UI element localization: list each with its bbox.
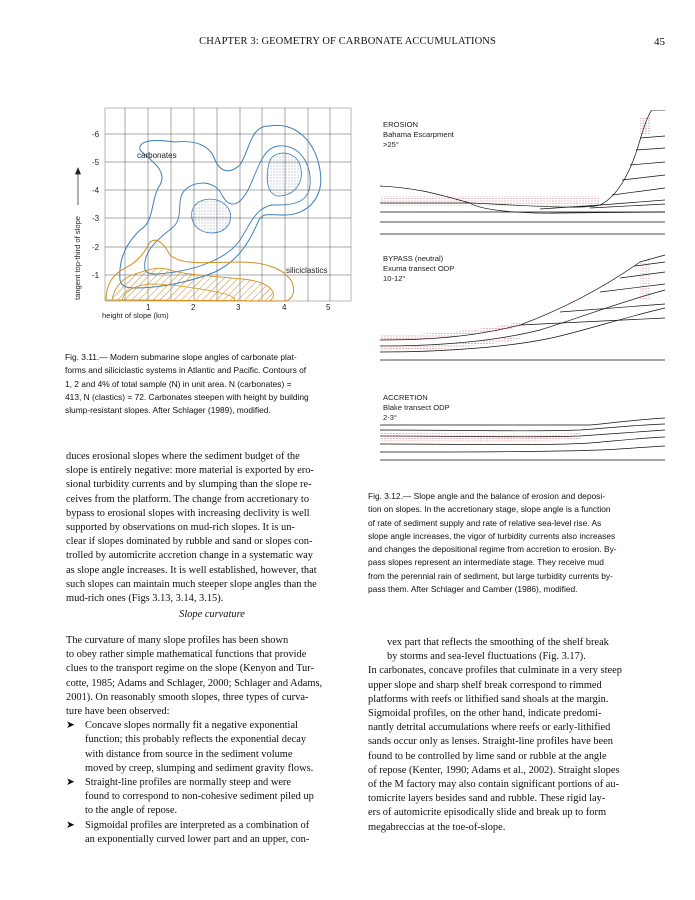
siliciclastic-contours [106,240,294,301]
x-tick: 2 [191,303,196,312]
y-tick: -4 [92,186,100,195]
text-line: trolled by automicrite accretion change in a systematic way [66,550,313,562]
text-line: upper slope and sharp shelf break correspond to rimmed [368,679,602,691]
y-axis-label: tangent top-third of slope [73,215,82,300]
text-line: ers of automicrite episodically slide and break up to form [368,807,607,819]
text-line: slope is entirely negative: more material is exported by ero- [66,465,314,477]
text-line: bypass to erosional slopes with increasing declivity is well [66,507,310,519]
text-line: sional turbidity currents and by slumping than the slope re- [66,479,312,491]
caption-line: tion on slopes. In the accretionary stage, slope angle is a function [368,504,611,515]
accretion-panel [380,393,665,460]
panel-subtitle: Blake transect ODP [383,403,450,412]
text-line: duces erosional slopes where the sediment budget of the [66,451,300,462]
y-tick: -1 [92,271,100,280]
text-line: nantly detrital accumulations where reefs or early-lithified [368,722,611,734]
text-line: vex part that reflects the smoothing of the shelf break [387,637,609,648]
page-number: 45 [654,36,665,48]
text-line: of the M factory may also contain significant portions of au- [368,779,620,791]
text-line: megabreccias at the toe-of-slope. [368,821,506,833]
carbonates-label: carbonates [137,151,177,160]
figure-3-11-caption [65,351,363,417]
y-tick: -2 [92,243,100,252]
bullet-arrow-icon: ➤ [66,777,75,789]
caption-line: forms and siliciclastic systems in Atlantic and Pacific. Contours of [65,365,307,376]
siliciclastic-2-percent-contour [112,268,273,301]
y-axis-arrow [76,168,81,205]
x-tick: 3 [236,303,241,312]
text-line: platforms with reefs or lithified sand shoals at the margin. [368,693,609,705]
caption-line: of rate of sediment supply and rate of relative sea-level rise. As [368,517,602,528]
bullet-arrow-icon: ➤ [66,819,75,831]
text-line: In carbonates, concave profiles that culminate in a very steep [368,665,622,677]
y-tick: -6 [92,130,100,139]
x-axis-label: height of slope (km) [102,311,169,320]
panel-subtitle: Bahama Escarpment [383,130,454,139]
text-line: to obey rather simple mathematical functions that provide [66,649,307,661]
caption-line: Fig. 3.12.— Slope angle and the balance of erosion and deposi- [368,491,605,501]
text-line: clear if slopes dominated by rubble and sand or slopes con- [66,536,313,548]
bullet-concave [66,719,358,776]
text-line: Straight-line profiles are normally steep and were [85,777,292,789]
text-line: mud-rich ones (Figs 3.13, 3.14, 3.15). [66,593,224,605]
text-line: as slope angle increases. It is well established, however, that [66,564,317,576]
caption-line: Fig. 3.11.— Modern submarine slope angles of carbonate plat- [65,352,297,362]
caption-line: 1, 2 and 4% of total sample (N) in unit area. N (carbonates) = [65,378,292,389]
bypass-panel [380,254,665,360]
carbonate-4-percent-contour [267,153,301,196]
text-line: an exponentially curved lower part and an upper, con- [85,833,310,845]
panel-title: BYPASS (neutral) [383,254,444,263]
panel-title: ACCRETION [383,393,428,402]
text-line: ceives from the platform. The change from accretionary to [66,493,310,505]
text-line: Sigmoidal profiles are interpreted as a combination of [85,819,310,831]
x-axis-ticks [146,303,331,312]
text-line: The curvature of many slope profiles has been shown [66,635,289,646]
right-column [368,636,664,835]
text-line: with distance from source in the sediment volume [85,748,293,760]
text-line: Sigmoidal profiles, on the other hand, indicate predomi- [368,708,602,720]
caption-line: pass them. After Schlager and Camber (1986), modified. [368,584,578,595]
text-line: clues to the transport regime on the slope (Kenyon and Tur- [66,663,314,675]
caption-line: from the perennial rain of sediment, but large turbidity currents by- [368,570,613,581]
bullet-straight [66,776,358,819]
text-line: found to be controlled by lime sand or rubble at the angle [368,750,607,762]
text-line: 2001). On reasonably smooth slopes, three types of curva- [66,691,309,703]
carbonate-4-percent-contour-b [192,199,231,233]
caption-line: and changes the depositional regime from accretion to erosion. By- [368,544,617,555]
x-tick: 1 [146,303,151,312]
panel-title: EROSION [383,120,419,129]
figure-3-11-chart [70,100,365,325]
chapter-title: CHAPTER 3: GEOMETRY OF CARBONATE ACCUMULATIONS [199,36,496,47]
section-subheading: Slope curvature [179,609,245,620]
caption-line: 413, N (clastics) = 72. Carbonates steepen with height by building [65,391,309,402]
y-tick: -5 [92,158,100,167]
y-tick: -3 [92,214,100,223]
text-line: Concave slopes normally fit a negative exponential [85,720,298,732]
text-line: ture have been observed: [66,706,170,718]
text-line: function; this probably reflects the exponential decay [85,734,307,746]
erosion-panel [380,110,665,234]
caption-line: slump-resistant slopes. After Schlager (1989), modified. [65,405,271,416]
text-line: moved by creep, slumping and sediment gravity flows. [85,762,314,774]
text-line: by storms and sea-level fluctuations (Fig. 3.17). [387,651,586,663]
siliciclastics-label: siliciclastics [286,266,328,275]
text-line: supported by observations on mud-rich slopes. It is un- [66,522,295,534]
bullet-sigmoidal [66,819,358,847]
figure-3-12-caption [368,490,666,596]
curvature-bullet-list [66,719,358,847]
x-tick: 4 [282,303,287,312]
y-axis-ticks [92,130,100,280]
caption-line: pass slopes represent an intermediate stage. They receive mud [368,557,604,568]
panel-angle: 10-12° [383,274,406,283]
text-line: found to correspond to non-cohesive sediment piled up [85,791,314,803]
x-tick: 5 [326,303,331,312]
text-line: sands occur only as lenses. Straight-line profiles have been [368,736,613,748]
text-line: cotte, 1985; Adams and Schlager, 2000; Schlager and Adams, [66,677,323,689]
bullet-continuation [368,636,664,664]
upper-left-paragraph [66,450,358,606]
running-header [0,36,695,52]
carbonate-contours [120,125,321,288]
panel-subtitle: Exuma transect ODP [383,264,455,273]
left-column [66,634,358,847]
panel-angle: >25° [383,140,399,149]
text-line: of repose (Kenter, 1990; Adams et al., 2002). Straight slopes [368,764,620,776]
bullet-arrow-icon: ➤ [66,720,75,732]
figure-3-12-diagram [375,110,675,480]
text-line: tomicrite layers besides sand and rubble. These rigid lay- [368,793,606,805]
panel-angle: 2-3° [383,413,398,422]
text-line: such slopes can maintain much steeper slope angles than the [66,578,317,590]
caption-line: slope angle increases, the vigor of turbidity currents also increases [368,530,616,541]
text-line: to the angle of repose. [85,805,178,817]
